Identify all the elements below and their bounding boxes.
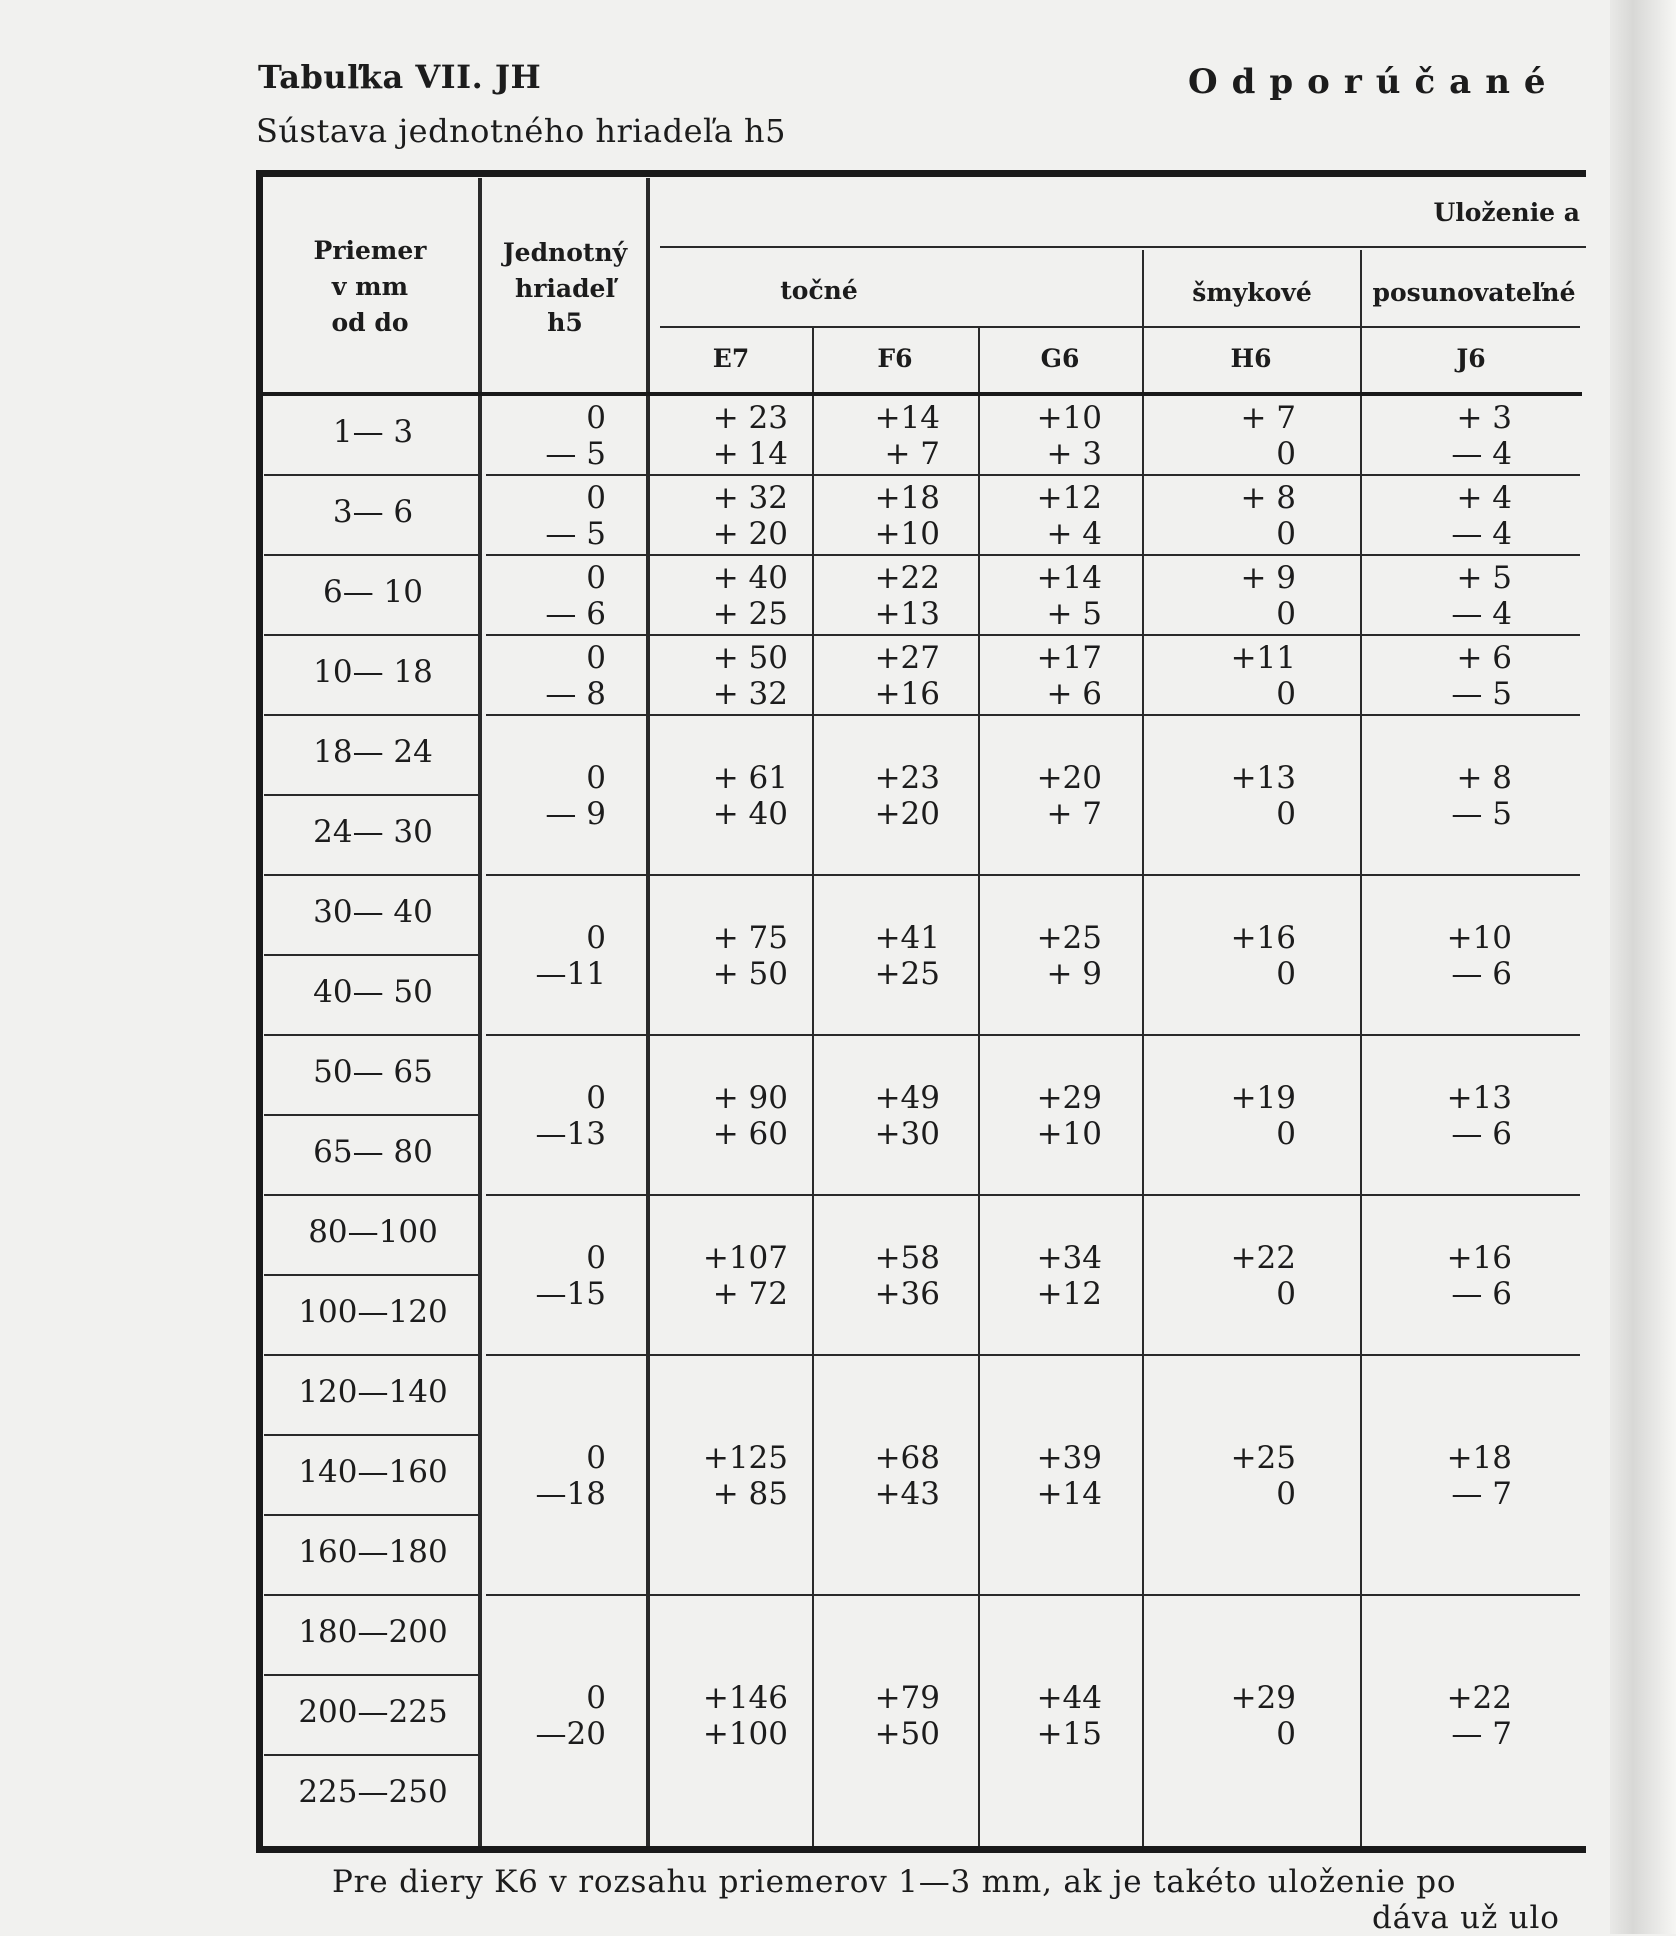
value-h6-lower: 0 — [1276, 1716, 1296, 1752]
value-e7-lower: + 85 — [712, 1476, 788, 1512]
value-h6-upper: + 8 — [1240, 480, 1296, 516]
value-e7-upper: + 61 — [712, 760, 788, 796]
diameter-row: 1— 3 — [332, 414, 414, 450]
value-h6-lower: 0 — [1276, 1116, 1296, 1152]
value-h5-lower: —20 — [535, 1716, 606, 1752]
value-g6-lower: +12 — [1036, 1276, 1102, 1312]
header-diameter-2: v mm — [331, 272, 409, 301]
diameter-row-rule — [264, 1354, 478, 1356]
value-e7-upper: + 50 — [712, 640, 788, 676]
value-j6-lower: — 6 — [1451, 956, 1512, 992]
value-h6-upper: + 7 — [1240, 400, 1296, 436]
value-f6-upper: +14 — [874, 400, 940, 436]
right-heading: Odporúčané — [1188, 62, 1560, 102]
diameter-row-rule — [264, 1514, 478, 1516]
value-e7-lower: + 50 — [712, 956, 788, 992]
value-e7-upper: +107 — [702, 1240, 788, 1276]
value-h6-lower: 0 — [1276, 796, 1296, 832]
value-g6-upper: +25 — [1036, 920, 1102, 956]
value-h5-lower: — 6 — [545, 596, 606, 632]
value-h5-lower: — 9 — [545, 796, 606, 832]
value-j6-lower: — 4 — [1451, 596, 1512, 632]
value-h6-lower: 0 — [1276, 516, 1296, 552]
value-e7-lower: + 72 — [712, 1276, 788, 1312]
col-divider-5 — [1142, 250, 1144, 1846]
header-rule-group — [660, 246, 1586, 248]
col-divider-6 — [1360, 250, 1362, 1846]
value-h6-lower: 0 — [1276, 436, 1296, 472]
value-j6-upper: +18 — [1446, 1440, 1512, 1476]
header-shaft-2: hriadeľ — [515, 274, 615, 303]
header-group-posunovatelne: posunovateľné — [1372, 278, 1576, 307]
value-h6-lower: 0 — [1276, 1276, 1296, 1312]
diameter-row: 180—200 — [298, 1614, 448, 1650]
value-e7-lower: + 60 — [712, 1116, 788, 1152]
table-bottom-rule — [256, 1846, 1586, 1853]
value-j6-upper: + 4 — [1456, 480, 1512, 516]
value-e7-upper: + 40 — [712, 560, 788, 596]
diameter-row-rule — [264, 1674, 478, 1676]
value-h6-upper: + 9 — [1240, 560, 1296, 596]
value-h5-lower: — 8 — [545, 676, 606, 712]
value-j6-upper: + 6 — [1456, 640, 1512, 676]
value-h6-upper: +19 — [1230, 1080, 1296, 1116]
value-h6-upper: +11 — [1230, 640, 1296, 676]
value-e7-lower: + 32 — [712, 676, 788, 712]
value-e7-lower: +100 — [702, 1716, 788, 1752]
value-j6-upper: + 5 — [1456, 560, 1512, 596]
header-code-f6: F6 — [877, 344, 913, 373]
value-h5-upper: 0 — [586, 1240, 606, 1276]
value-h6-upper: +29 — [1230, 1680, 1296, 1716]
value-h6-upper: +16 — [1230, 920, 1296, 956]
table-label: Tabuľka VII. JH — [258, 58, 542, 96]
value-f6-upper: +58 — [874, 1240, 940, 1276]
value-g6-upper: +17 — [1036, 640, 1102, 676]
value-f6-upper: +22 — [874, 560, 940, 596]
group-rule — [486, 1194, 1580, 1196]
diameter-row-rule — [264, 1034, 478, 1036]
group-rule — [486, 474, 1580, 476]
page-edge-shadow — [1610, 0, 1676, 1934]
diameter-row: 200—225 — [298, 1694, 448, 1730]
header-fit-title: Uloženie a — [1433, 198, 1580, 227]
value-h6-lower: 0 — [1276, 956, 1296, 992]
diameter-row: 120—140 — [298, 1374, 448, 1410]
value-j6-upper: +13 — [1446, 1080, 1512, 1116]
group-rule — [486, 1354, 1580, 1356]
group-rule — [486, 1594, 1580, 1596]
header-group-smykove: šmykové — [1192, 278, 1312, 307]
value-e7-lower: + 40 — [712, 796, 788, 832]
value-j6-upper: + 3 — [1456, 400, 1512, 436]
value-h5-upper: 0 — [586, 760, 606, 796]
diameter-row: 225—250 — [298, 1774, 448, 1810]
value-h6-lower: 0 — [1276, 596, 1296, 632]
diameter-row-rule — [264, 714, 478, 716]
header-rule-codes — [660, 326, 1580, 328]
diameter-row: 24— 30 — [313, 814, 433, 850]
value-f6-upper: +79 — [874, 1680, 940, 1716]
diameter-row: 80—100 — [308, 1214, 438, 1250]
diameter-row-rule — [264, 874, 478, 876]
diameter-row-rule — [264, 1754, 478, 1756]
group-rule — [486, 714, 1580, 716]
diameter-row: 18— 24 — [313, 734, 433, 770]
diameter-row: 10— 18 — [313, 654, 433, 690]
value-e7-upper: + 75 — [712, 920, 788, 956]
value-h5-lower: — 5 — [545, 436, 606, 472]
header-code-g6: G6 — [1040, 344, 1080, 373]
value-j6-lower: — 7 — [1451, 1476, 1512, 1512]
value-h5-lower: —18 — [535, 1476, 606, 1512]
value-h5-lower: — 5 — [545, 516, 606, 552]
value-f6-lower: +13 — [874, 596, 940, 632]
value-h5-lower: —15 — [535, 1276, 606, 1312]
value-g6-lower: + 7 — [1046, 796, 1102, 832]
footer-line-1: Pre diery K6 v rozsahu priemerov 1—3 mm, ak je takéto uloženie po — [332, 1864, 1457, 1900]
diameter-row: 6— 10 — [322, 574, 424, 610]
value-f6-upper: +41 — [874, 920, 940, 956]
table-top-rule — [256, 170, 1586, 177]
value-h6-lower: 0 — [1276, 1476, 1296, 1512]
value-j6-upper: +22 — [1446, 1680, 1512, 1716]
value-e7-upper: + 23 — [712, 400, 788, 436]
value-h5-upper: 0 — [586, 400, 606, 436]
value-g6-upper: +39 — [1036, 1440, 1102, 1476]
diameter-row-rule — [264, 1114, 478, 1116]
value-f6-lower: + 7 — [884, 436, 940, 472]
value-h5-lower: —13 — [535, 1116, 606, 1152]
value-h6-lower: 0 — [1276, 676, 1296, 712]
value-f6-upper: +49 — [874, 1080, 940, 1116]
diameter-row-rule — [264, 634, 478, 636]
footer-line-2: dáva už ulo — [1372, 1900, 1560, 1936]
value-f6-lower: +43 — [874, 1476, 940, 1512]
group-rule — [486, 1034, 1580, 1036]
diameter-row-rule — [264, 794, 478, 796]
subtitle: Sústava jednotného hriadeľa h5 — [256, 112, 786, 150]
value-h6-upper: +13 — [1230, 760, 1296, 796]
group-rule — [486, 554, 1580, 556]
value-f6-lower: +36 — [874, 1276, 940, 1312]
value-h5-upper: 0 — [586, 640, 606, 676]
value-g6-lower: + 9 — [1046, 956, 1102, 992]
value-f6-lower: +50 — [874, 1716, 940, 1752]
value-h5-lower: —11 — [535, 956, 606, 992]
value-j6-lower: — 6 — [1451, 1276, 1512, 1312]
value-f6-upper: +18 — [874, 480, 940, 516]
value-h5-upper: 0 — [586, 1080, 606, 1116]
value-g6-upper: +44 — [1036, 1680, 1102, 1716]
value-f6-lower: +16 — [874, 676, 940, 712]
value-j6-lower: — 6 — [1451, 1116, 1512, 1152]
value-h6-upper: +25 — [1230, 1440, 1296, 1476]
diameter-row-rule — [264, 1274, 478, 1276]
value-e7-lower: + 20 — [712, 516, 788, 552]
value-e7-lower: + 14 — [712, 436, 788, 472]
group-rule — [486, 634, 1580, 636]
header-diameter-1: Priemer — [313, 236, 427, 265]
value-j6-upper: +10 — [1446, 920, 1512, 956]
diameter-row-rule — [264, 954, 478, 956]
header-bottom-rule — [262, 392, 1582, 396]
value-e7-lower: + 25 — [712, 596, 788, 632]
value-h5-upper: 0 — [586, 560, 606, 596]
value-g6-lower: + 6 — [1046, 676, 1102, 712]
diameter-row: 50— 65 — [313, 1054, 433, 1090]
value-f6-upper: +23 — [874, 760, 940, 796]
value-f6-lower: +10 — [874, 516, 940, 552]
value-g6-upper: +14 — [1036, 560, 1102, 596]
diameter-row-rule — [264, 1194, 478, 1196]
value-f6-lower: +30 — [874, 1116, 940, 1152]
table-left-border — [256, 176, 263, 1848]
value-j6-lower: — 4 — [1451, 516, 1512, 552]
value-h6-upper: +22 — [1230, 1240, 1296, 1276]
header-code-j6: J6 — [1456, 344, 1486, 373]
header-shaft-3: h5 — [547, 308, 583, 337]
value-g6-lower: + 3 — [1046, 436, 1102, 472]
diameter-row-rule — [264, 474, 478, 476]
value-g6-lower: + 4 — [1046, 516, 1102, 552]
diameter-row: 100—120 — [298, 1294, 448, 1330]
value-h5-upper: 0 — [586, 480, 606, 516]
header-shaft-1: Jednotný — [502, 238, 628, 267]
value-j6-lower: — 4 — [1451, 436, 1512, 472]
value-g6-upper: +20 — [1036, 760, 1102, 796]
diameter-row: 30— 40 — [313, 894, 433, 930]
diameter-row: 160—180 — [298, 1534, 448, 1570]
header-code-e7: E7 — [712, 344, 750, 373]
value-j6-lower: — 5 — [1451, 676, 1512, 712]
header-diameter-3: od do — [331, 308, 409, 337]
header-group-tocne: točné — [780, 276, 858, 305]
value-j6-lower: — 7 — [1451, 1716, 1512, 1752]
value-e7-upper: + 90 — [712, 1080, 788, 1116]
diameter-row: 40— 50 — [313, 974, 433, 1010]
value-f6-upper: +27 — [874, 640, 940, 676]
value-j6-upper: +16 — [1446, 1240, 1512, 1276]
value-g6-upper: +29 — [1036, 1080, 1102, 1116]
value-f6-lower: +20 — [874, 796, 940, 832]
value-g6-upper: +12 — [1036, 480, 1102, 516]
value-g6-upper: +34 — [1036, 1240, 1102, 1276]
value-e7-upper: +125 — [702, 1440, 788, 1476]
diameter-row: 65— 80 — [313, 1134, 433, 1170]
diameter-row-rule — [264, 554, 478, 556]
value-j6-lower: — 5 — [1451, 796, 1512, 832]
value-h5-upper: 0 — [586, 920, 606, 956]
group-rule — [486, 874, 1580, 876]
value-j6-upper: + 8 — [1456, 760, 1512, 796]
value-g6-lower: +15 — [1036, 1716, 1102, 1752]
diameter-row: 140—160 — [298, 1454, 448, 1490]
header-code-h6: H6 — [1230, 344, 1272, 373]
value-g6-lower: +10 — [1036, 1116, 1102, 1152]
value-g6-upper: +10 — [1036, 400, 1102, 436]
value-f6-lower: +25 — [874, 956, 940, 992]
value-e7-upper: + 32 — [712, 480, 788, 516]
diameter-row: 3— 6 — [332, 494, 414, 530]
value-e7-upper: +146 — [702, 1680, 788, 1716]
value-h5-upper: 0 — [586, 1680, 606, 1716]
value-h5-upper: 0 — [586, 1440, 606, 1476]
value-g6-lower: + 5 — [1046, 596, 1102, 632]
diameter-row-rule — [264, 1594, 478, 1596]
value-g6-lower: +14 — [1036, 1476, 1102, 1512]
diameter-row-rule — [264, 1434, 478, 1436]
value-f6-upper: +68 — [874, 1440, 940, 1476]
